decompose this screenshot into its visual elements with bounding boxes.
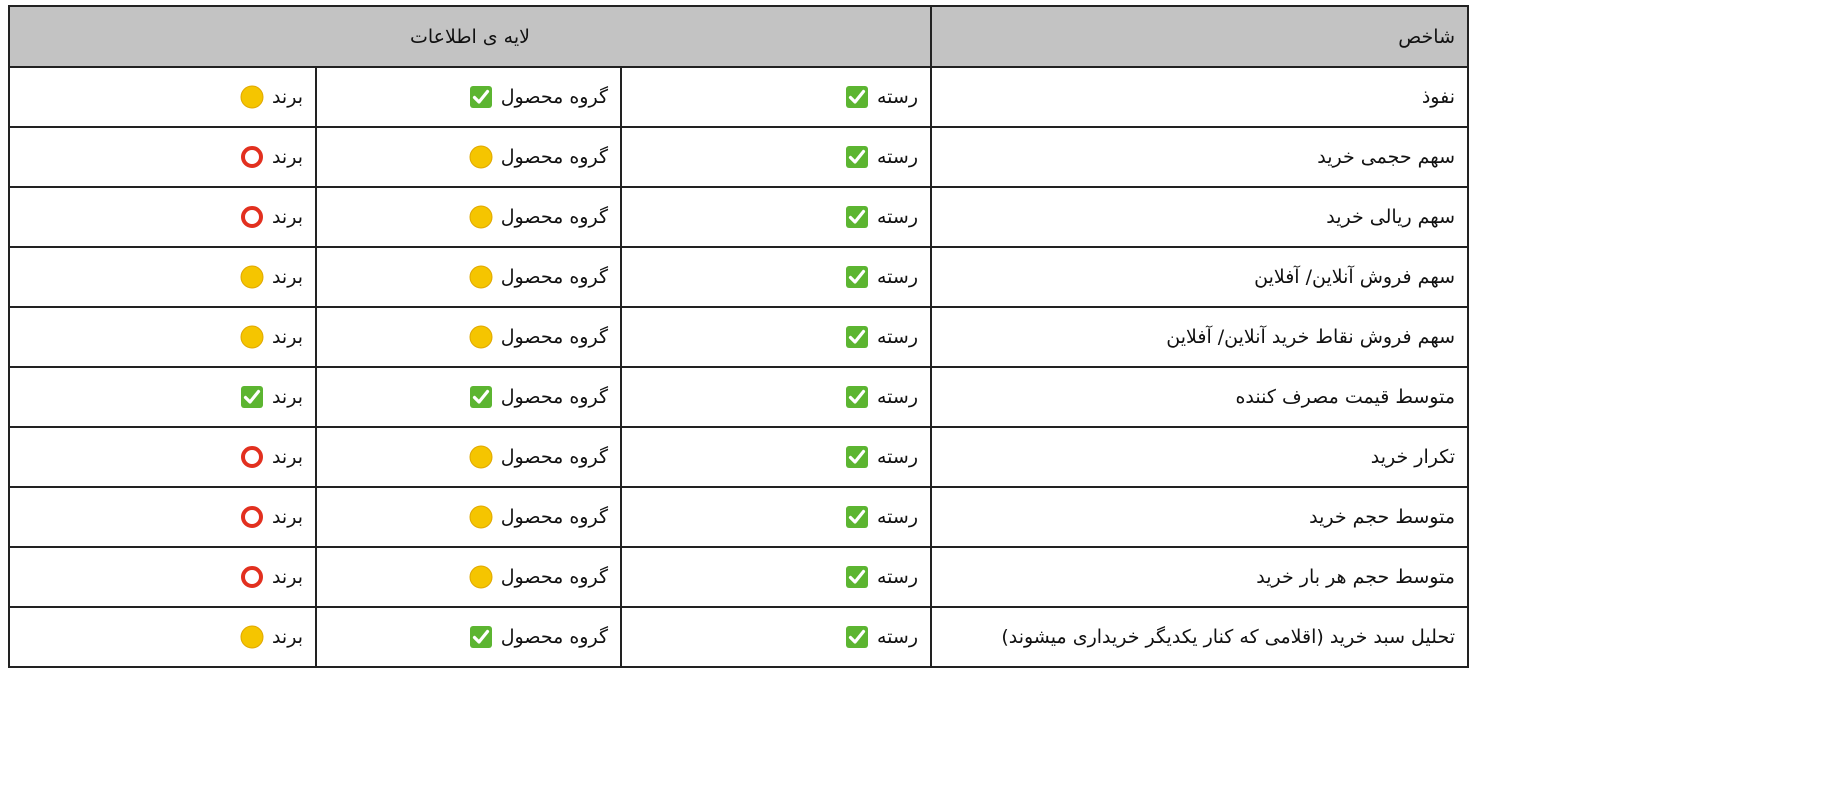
check-mark-icon	[845, 445, 869, 469]
cell-label: رسته	[876, 266, 918, 288]
cell-label: برند	[271, 86, 303, 108]
product-group-cell	[316, 187, 621, 247]
indicator-table	[8, 5, 1469, 668]
check-mark-icon	[845, 145, 869, 169]
category-cell	[621, 247, 931, 307]
yellow-circle-icon	[469, 145, 493, 169]
yellow-circle-icon	[240, 325, 264, 349]
indicator-cell: متوسط حجم خرید	[931, 487, 1468, 547]
category-cell	[621, 607, 931, 667]
brand-cell	[9, 607, 316, 667]
category-cell	[621, 187, 931, 247]
cell-label: رسته	[876, 506, 918, 528]
check-mark-icon	[845, 85, 869, 109]
brand-cell	[9, 127, 316, 187]
yellow-circle-icon	[469, 565, 493, 589]
cell-label: رسته	[876, 626, 918, 648]
product-group-cell	[316, 247, 621, 307]
yellow-circle-icon	[240, 625, 264, 649]
cell-label: گروه محصول	[500, 326, 608, 348]
cell-label: برند	[271, 626, 303, 648]
category-cell	[621, 307, 931, 367]
cell-content	[240, 145, 303, 169]
cell-content	[845, 625, 918, 649]
cell-content	[469, 385, 608, 409]
category-cell	[621, 67, 931, 127]
brand-cell	[9, 67, 316, 127]
yellow-circle-icon	[469, 445, 493, 469]
table-row	[9, 307, 1468, 367]
cell-content	[845, 565, 918, 589]
header-row	[9, 6, 1468, 67]
cell-content	[240, 565, 303, 589]
cell-content	[240, 265, 303, 289]
table-row	[9, 547, 1468, 607]
cell-label: برند	[271, 146, 303, 168]
cell-label: گروه محصول	[500, 206, 608, 228]
cell-content	[469, 205, 608, 229]
cell-content	[469, 565, 608, 589]
red-ring-icon	[240, 205, 264, 229]
yellow-circle-icon	[469, 325, 493, 349]
brand-cell	[9, 547, 316, 607]
table-row	[9, 367, 1468, 427]
cell-content	[845, 505, 918, 529]
brand-cell	[9, 247, 316, 307]
check-mark-icon	[845, 325, 869, 349]
indicator-column-header: شاخص	[931, 6, 1468, 67]
indicator-table-container	[8, 5, 1469, 668]
category-cell	[621, 547, 931, 607]
cell-label: گروه محصول	[500, 566, 608, 588]
table-body	[9, 67, 1468, 667]
cell-label: گروه محصول	[500, 506, 608, 528]
cell-label: گروه محصول	[500, 386, 608, 408]
cell-content	[845, 385, 918, 409]
cell-content	[469, 265, 608, 289]
check-mark-icon	[240, 385, 264, 409]
cell-label: رسته	[876, 386, 918, 408]
cell-label: گروه محصول	[500, 86, 608, 108]
category-cell	[621, 427, 931, 487]
indicator-cell: متوسط حجم هر بار خرید	[931, 547, 1468, 607]
cell-content	[845, 205, 918, 229]
check-mark-icon	[845, 625, 869, 649]
cell-content	[469, 325, 608, 349]
cell-label: برند	[271, 506, 303, 528]
indicator-cell: سهم ریالی خرید	[931, 187, 1468, 247]
table-row	[9, 487, 1468, 547]
data-layer-column-header: لایه ی اطلاعات	[9, 6, 931, 67]
check-mark-icon	[845, 565, 869, 589]
brand-cell	[9, 487, 316, 547]
cell-content	[469, 85, 608, 109]
indicator-cell: نفوذ	[931, 67, 1468, 127]
cell-content	[469, 445, 608, 469]
check-mark-icon	[845, 385, 869, 409]
yellow-circle-icon	[240, 85, 264, 109]
cell-content	[240, 325, 303, 349]
cell-label: گروه محصول	[500, 626, 608, 648]
red-ring-icon	[240, 505, 264, 529]
product-group-cell	[316, 367, 621, 427]
cell-label: رسته	[876, 146, 918, 168]
cell-content	[240, 505, 303, 529]
check-mark-icon	[845, 265, 869, 289]
cell-content	[469, 505, 608, 529]
check-mark-icon	[469, 85, 493, 109]
table-row	[9, 607, 1468, 667]
check-mark-icon	[845, 205, 869, 229]
indicator-cell: سهم فروش آنلاین/ آفلاین	[931, 247, 1468, 307]
cell-label: برند	[271, 266, 303, 288]
indicator-cell: تکرار خرید	[931, 427, 1468, 487]
product-group-cell	[316, 307, 621, 367]
yellow-circle-icon	[240, 265, 264, 289]
cell-label: رسته	[876, 566, 918, 588]
cell-label: گروه محصول	[500, 146, 608, 168]
cell-content	[845, 445, 918, 469]
cell-content	[845, 265, 918, 289]
red-ring-icon	[240, 145, 264, 169]
product-group-cell	[316, 487, 621, 547]
cell-label: برند	[271, 566, 303, 588]
check-mark-icon	[469, 625, 493, 649]
yellow-circle-icon	[469, 265, 493, 289]
table-row	[9, 187, 1468, 247]
cell-content	[845, 325, 918, 349]
brand-cell	[9, 427, 316, 487]
check-mark-icon	[845, 505, 869, 529]
cell-content	[240, 445, 303, 469]
yellow-circle-icon	[469, 505, 493, 529]
cell-label: برند	[271, 326, 303, 348]
cell-content	[845, 85, 918, 109]
cell-label: رسته	[876, 446, 918, 468]
indicator-cell: سهم فروش نقاط خرید آنلاین/ آفلاین	[931, 307, 1468, 367]
product-group-cell	[316, 547, 621, 607]
red-ring-icon	[240, 565, 264, 589]
cell-content	[240, 625, 303, 649]
cell-label: گروه محصول	[500, 266, 608, 288]
brand-cell	[9, 187, 316, 247]
indicator-cell: متوسط قیمت مصرف کننده	[931, 367, 1468, 427]
cell-content	[240, 385, 303, 409]
cell-content	[845, 145, 918, 169]
indicator-cell: سهم حجمی خرید	[931, 127, 1468, 187]
cell-label: برند	[271, 446, 303, 468]
category-cell	[621, 127, 931, 187]
category-cell	[621, 487, 931, 547]
product-group-cell	[316, 127, 621, 187]
cell-label: گروه محصول	[500, 446, 608, 468]
cell-label: رسته	[876, 86, 918, 108]
cell-label: رسته	[876, 326, 918, 348]
product-group-cell	[316, 67, 621, 127]
cell-content	[469, 145, 608, 169]
table-row	[9, 67, 1468, 127]
cell-label: برند	[271, 206, 303, 228]
category-cell	[621, 367, 931, 427]
table-row	[9, 127, 1468, 187]
table-row	[9, 427, 1468, 487]
yellow-circle-icon	[469, 205, 493, 229]
cell-content	[240, 205, 303, 229]
indicator-cell: تحلیل سبد خرید (اقلامی که کنار یکدیگر خریداری میشوند)	[931, 607, 1468, 667]
product-group-cell	[316, 427, 621, 487]
table-row	[9, 247, 1468, 307]
product-group-cell	[316, 607, 621, 667]
cell-content	[240, 85, 303, 109]
brand-cell	[9, 307, 316, 367]
brand-cell	[9, 367, 316, 427]
check-mark-icon	[469, 385, 493, 409]
cell-label: برند	[271, 386, 303, 408]
red-ring-icon	[240, 445, 264, 469]
cell-content	[469, 625, 608, 649]
cell-label: رسته	[876, 206, 918, 228]
